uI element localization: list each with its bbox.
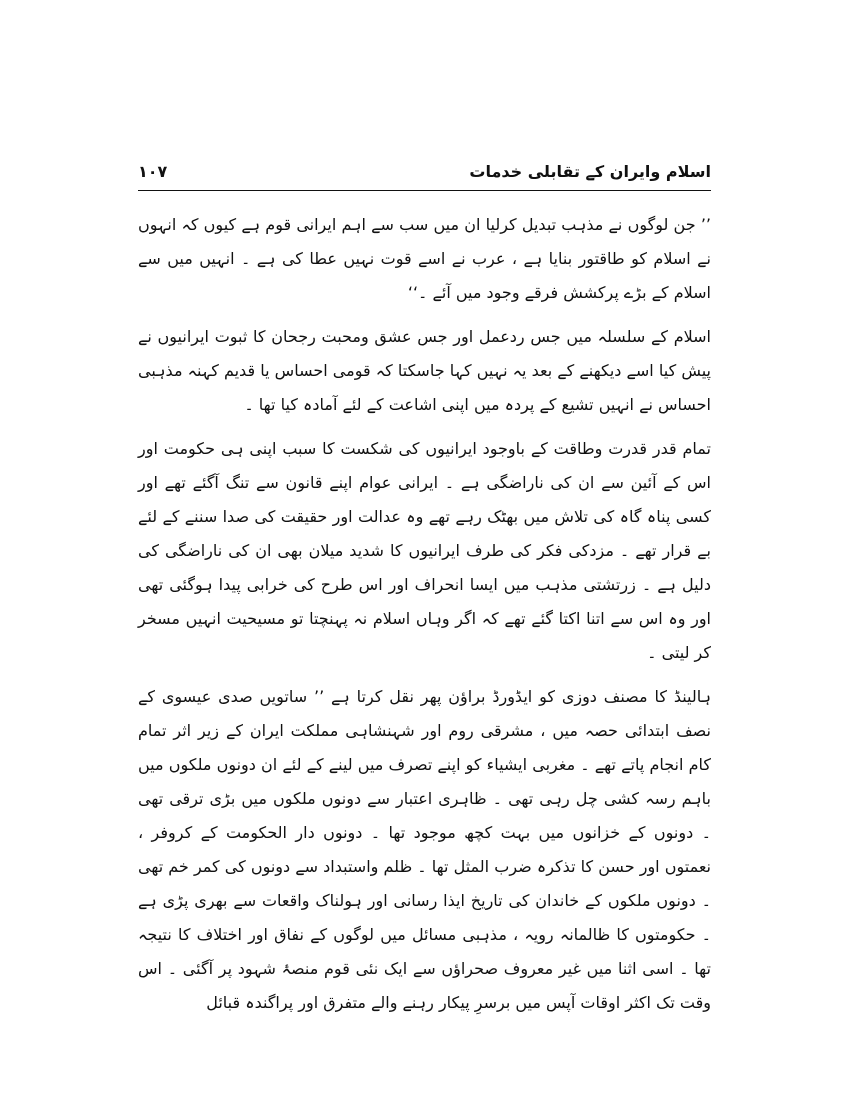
paragraph: ہالینڈ کا مصنف دوزی کو ایڈورڈ براؤن پھر نقل کرتا ہے ’’ ساتویں صدی عیسوی کے نصف ابتدائی حصہ میں ، مشرقی روم اور شہنشاہی مملکت ایران کے زیر اثر تمام کام انجام پاتے تھے ۔ مغربی ایشیاء کو اپنے تصرف میں لینے کے لئے ان دونوں ملکوں میں باہم رسہ کشی چل رہی تھی ۔ ظاہری اعتبار سے دونوں ملکوں میں بڑی ترقی تھی ۔ دونوں کے خزانوں میں بہت کچھ موجود تھا ۔ دونوں دار الحکومت کے کروفر ، نعمتوں اور حسن کا تذکرہ ضرب المثل تھا ۔ ظلم واستبداد سے دونوں کی کمر خم تھی ۔ دونوں ملکوں کے خاندان کی تاریخ ایذا رسانی اور ہولناک واقعات سے بھری پڑی ہے ۔ حکومتوں کا ظالمانہ رویہ ، مذہبی مسائل میں لوگوں کے نفاق اور اختلاف کا نتیجہ تھا ۔ اسی اثنا میں غیر معروف صحراؤں سے ایک نئی قوم منصۂ شہود پر آگئی ۔ اس وقت تک اکثر اوقات آپس میں برسرِ پیکار رہنے والے متفرق اور پراگندہ قبائل — [138, 687, 712, 1012]
page-header — [138, 162, 711, 190]
paragraph: تمام قدر قدرت وطاقت کے باوجود ایرانیوں کی شکست کا سبب اپنی ہی حکومت اور اس کے آئین سے ان کی ناراضگی ہے ۔ ایرانی عوام اپنے قانون سے تنگ آگئے تھے اور کسی پناہ گاہ کی تلاش میں بھٹک رہے تھے وہ عدالت اور حقیقت کی صدا سننے کے لئے بے قرار تھے ۔ مزدکی فکر کی طرف ایرانیوں کا شدید میلان بھی ان کی ناراضگی کی دلیل ہے ۔ زرتشتی مذہب میں ایسا انحراف اور اس طرح کی خرابی پیدا ہوگئی تھی اور وہ اس سے اتنا اکتا گئے تھے کہ اگر وہاں اسلام نہ پہنچتا تو مسیحیت انہیں مسخر کر لیتی ۔ — [138, 439, 711, 662]
page-number: ۱۰۷ — [138, 162, 168, 181]
header-divider — [138, 190, 711, 191]
running-title: اسلام وایران کے تقابلی خدمات — [469, 162, 711, 181]
paragraph: اسلام کے سلسلہ میں جس ردعمل اور جس عشق ومحبت رجحان کا ثبوت ایرانیوں نے پیش کیا اسے دیکھنے کے بعد یہ نہیں کہا جاسکتا کہ قومی احساس یا قدیم کہنہ مذہبی احساس نے انہیں تشیع کے پردہ میں اپنی اشاعت کے لئے آمادہ کیا تھا ۔ — [138, 327, 711, 414]
body-text — [138, 208, 711, 1030]
paragraph-quote: ’’ جن لوگوں نے مذہب تبدیل کرلیا ان میں سب سے اہم ایرانی قوم ہے کیوں کہ انہوں نے اسلام کو طاقتور بنایا ہے ، عرب نے اسے قوت نہیں عطا کی ہے ۔ انہیں میں سے اسلام کے بڑے پرکشش فرقے وجود میں آئے ۔‘‘ — [138, 215, 711, 302]
